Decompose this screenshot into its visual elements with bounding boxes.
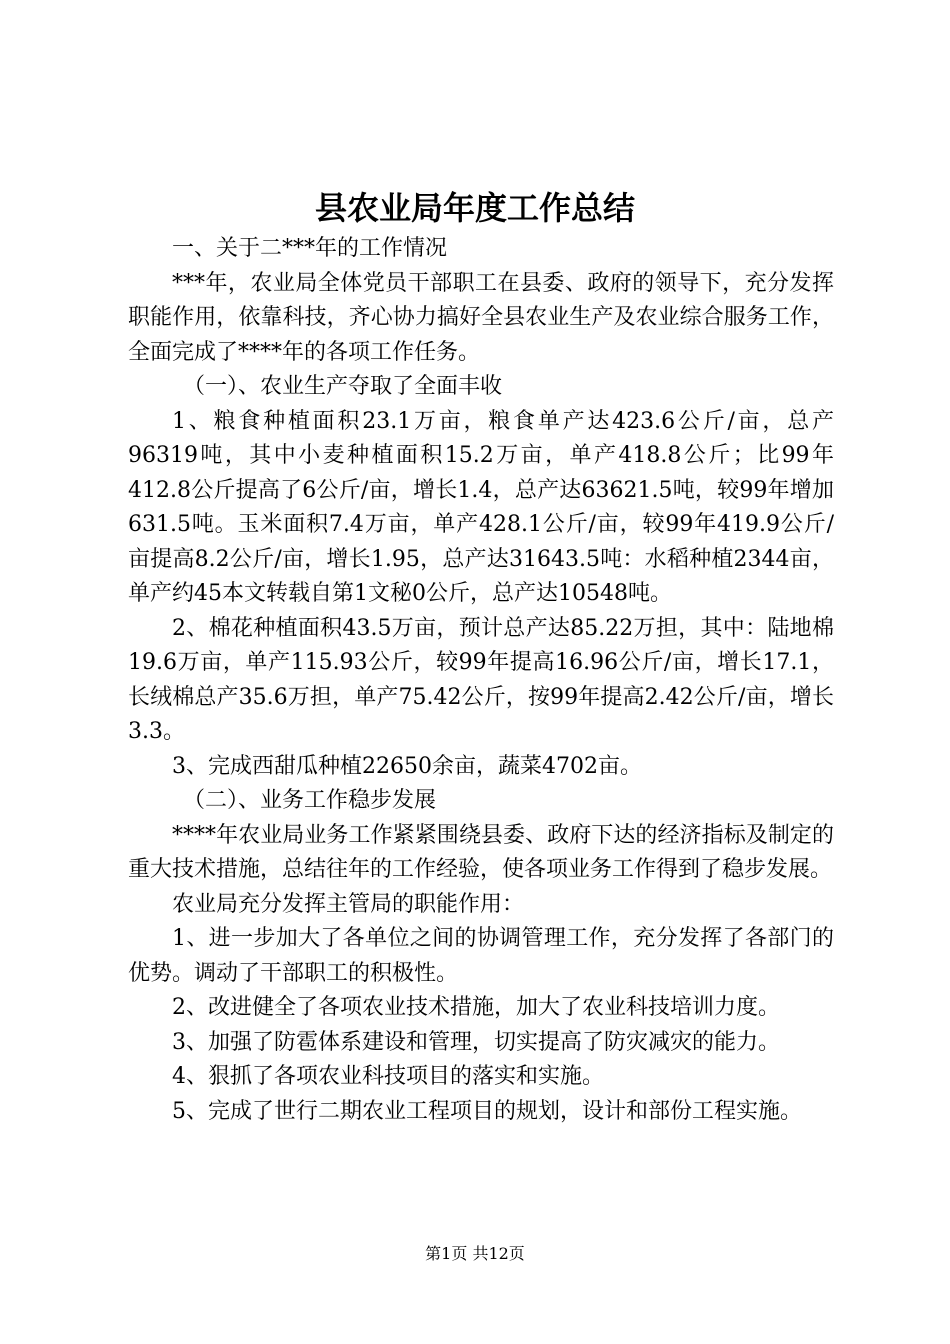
page-footer: 第1页 共12页 (425, 1244, 525, 1263)
paragraph: 农业局充分发挥主管局的职能作用： (172, 891, 525, 917)
list-item: 5、完成了世行二期农业工程项目的规划，设计和部份工程实施。 (172, 1098, 802, 1124)
list-item: 4、狠抓了各项农业科技项目的落实和实施。 (172, 1064, 604, 1089)
section-heading: 一、关于二***年的工作情况 (172, 236, 448, 261)
subsection-heading: （二）、业务工作稳步发展 (183, 788, 437, 813)
page-title: 县农业局年度工作总结 (314, 189, 635, 227)
paragraph: 3、完成西甜瓜种植22650余亩，蔬菜4702亩。 (172, 753, 642, 779)
subsection-heading: （一）、农业生产夺取了全面丰收 (183, 374, 503, 399)
list-item: 3、加强了防雹体系建设和管理，切实提高了防灾减灾的能力。 (172, 1029, 780, 1055)
paragraph: 2、棉花种植面积43.5万亩，预计总产达85.22万担，其中：陆地棉19.6万亩，单产115.93公斤，较99年提高16.96公斤/亩，增长17.1，长绒棉总产35.6万担，单产75.42公斤，按99年提高2.42公斤/亩，增长3.3。 (128, 615, 834, 744)
list-item: 2、改进健全了各项农业技术措施，加大了农业科技培训力度。 (172, 995, 780, 1020)
paragraph: 1、粮食种植面积23.1万亩，粮食单产达423.6公斤/亩，总产96319吨，其中小麦种植面积15.2万亩，单产418.8公斤；比99年412.8公斤提高了6公斤/亩，增长1.4，总产达63621.5吨，较99年增加631.5吨。玉米面积7.4万亩，单产428.1公斤/亩，较99年419.9公斤/亩提高8.2公斤/亩，增长1.95，总产达31643.5吨：水稻种植2344亩，单产约45本文转载自第1文秘0公斤，总产达10548吨。 (128, 408, 834, 606)
paragraph: ****年农业局业务工作紧紧围绕县委、政府下达的经济指标及制定的重大技术措施，总结往年的工作经验，使各项业务工作得到了稳步发展。 (128, 822, 834, 882)
list-item: 1、进一步加大了各单位之间的协调管理工作，充分发挥了各部门的优势。调动了干部职工的积极性。 (128, 926, 834, 986)
paragraph: ***年，农业局全体党员干部职工在县委、政府的领导下，充分发挥职能作用，依靠科技，齐心协力搞好全县农业生产及农业综合服务工作，全面完成了****年的各项工作任务。 (128, 270, 834, 365)
document-body (128, 232, 834, 1129)
